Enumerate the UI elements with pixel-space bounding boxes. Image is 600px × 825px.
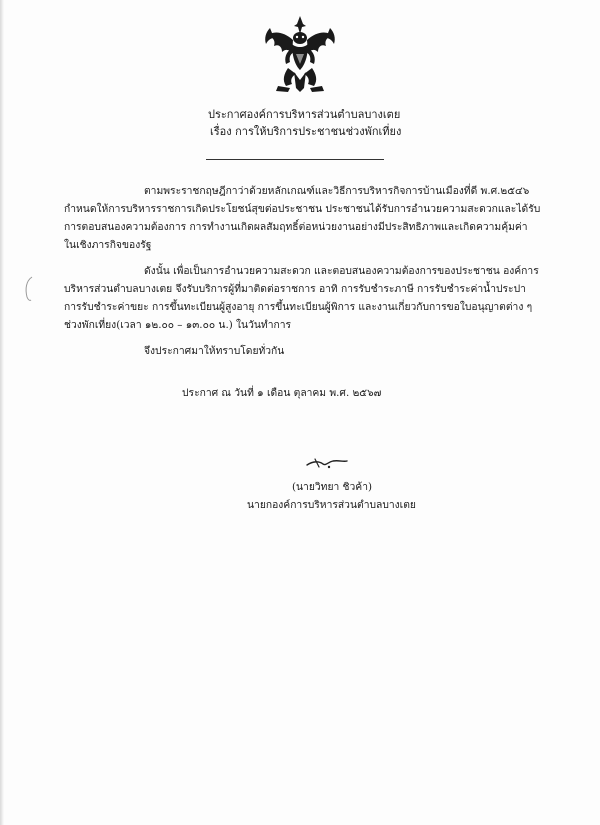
paragraph-notice	[64, 342, 564, 360]
page-edge-shadow	[0, 0, 4, 825]
paragraph-line: กำหนดให้การบริหารราชการเกิดประโยชน์สุขต่อประชาชน ประชาชนได้รับการอำนวยความสะดวกและได้รับ	[64, 203, 541, 215]
margin-pen-mark	[22, 275, 36, 303]
paragraph-line: บริหารส่วนตำบลบางเตย จึงรับบริการผู้ที่มาติดต่อราชการ อาทิ การรับชำระภาษี การรับชำระค่าน้ำประปา	[64, 283, 526, 295]
paragraph-line: การตอบสนองความต้องการ การทำงานเกิดผลสัมฤทธิ์ต่อหน่วยงานอย่างมีประสิทธิภาพและเกิดความคุ้มค่า	[64, 221, 528, 233]
announcement-title: ประกาศองค์การบริหารส่วนตำบลบางเตย	[208, 108, 401, 121]
announcement-date: ประกาศ ณ วันที่ ๑ เดือน ตุลาคม พ.ศ. ๒๕๖๗	[182, 387, 382, 399]
paragraph-line: ดังนั้น เพื่อเป็นการอำนวยความสะดวก และตอบสนองความต้องการของประชาชน องค์การ	[144, 265, 539, 277]
paragraph-service-details	[64, 262, 564, 334]
paragraph-line: จึงประกาศมาให้ทราบโดยทั่วกัน	[144, 345, 285, 357]
paragraph-line: การรับชำระค่าขยะ การขึ้นทะเบียนผู้สูงอายุ การขึ้นทะเบียนผู้พิการ และงานเกี่ยวกับการขอใบอนุญาตต่าง ๆ	[64, 301, 533, 313]
announcement-header	[208, 106, 468, 140]
paragraph-legal-basis	[64, 182, 564, 254]
paragraph-line: ตามพระราชกฤษฎีกาว่าด้วยหลักเกณฑ์และวิธีการบริหารกิจการบ้านเมืองที่ดี พ.ศ.๒๕๔๖	[144, 185, 530, 197]
signature-icon	[303, 453, 351, 473]
header-divider	[206, 159, 384, 160]
paragraph-line: ในเชิงภารกิจของรัฐ	[64, 239, 152, 251]
garuda-emblem-icon	[262, 14, 338, 94]
signer-title: นายกองค์การบริหารส่วนตำบลบางเตย	[247, 499, 416, 511]
paragraph-line: ช่วงพักเที่ยง(เวลา ๑๒.๐๐ – ๑๓.๐๐ น.) ในวันทำการ	[64, 319, 292, 331]
signer-name: (นายวิทยา ชิวค้า)	[292, 481, 372, 493]
announcement-subject: เรื่อง การให้บริการประชาชนช่วงพักเที่ยง	[210, 125, 402, 138]
